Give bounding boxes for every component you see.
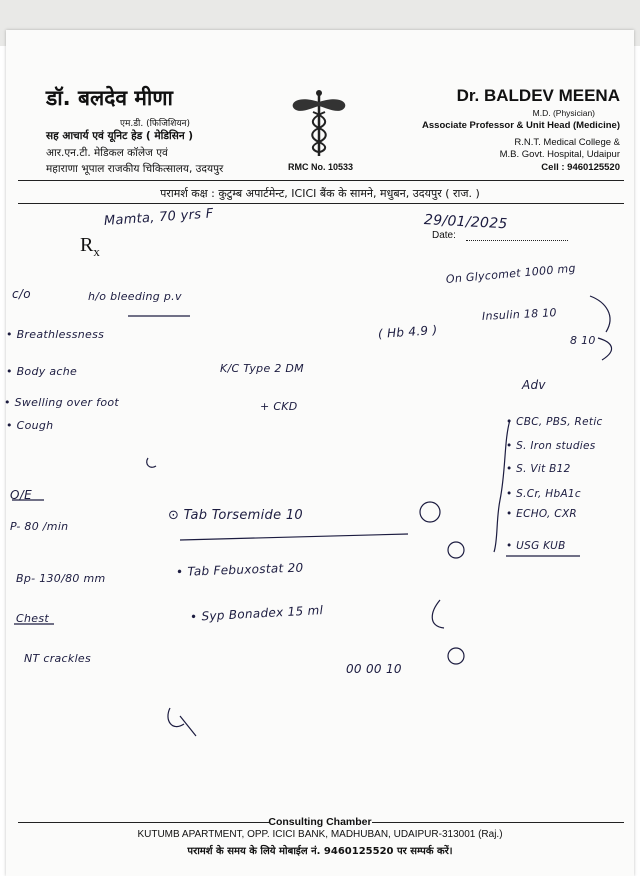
history-note: h/o bleeding p.v <box>88 290 182 303</box>
current-medication: On Glycomet 1000 mg <box>445 261 577 286</box>
rx-symbol: $R_x$ <box>80 234 100 259</box>
doctor-name-english: Dr. BALDEV MEENA <box>456 86 620 105</box>
advice-item: • ECHO, CXR <box>506 508 578 520</box>
current-medication: Insulin 18 10 <box>481 306 558 323</box>
rmc-number: RMC No. 10533 <box>288 162 354 172</box>
advice-item: • USG KUB <box>506 540 566 552</box>
complaint-item: • Breathlessness <box>6 328 105 341</box>
advice-item: • S. Iron studies <box>506 440 596 452</box>
designation-english: Associate Professor & Unit Head (Medicine) <box>422 120 620 131</box>
advice-item: • S.Cr, HbA1c <box>506 488 581 500</box>
doctor-degree-english: M.D. (Physician) <box>532 108 595 118</box>
footer-address: KUTUMB APARTMENT, OPP. ICICI BANK, MADHUBAN, UDAIPUR-313001 (Raj.) <box>137 829 503 840</box>
complaint-item: • Body ache <box>6 365 78 378</box>
hemoglobin-note: ( Hb 4.9 ) <box>377 322 438 341</box>
complaint-item: • Cough <box>6 419 54 432</box>
chest-finding: NT crackles <box>24 652 92 665</box>
college-english: R.N.T. Medical College & <box>514 137 620 148</box>
dose-circle <box>448 542 464 558</box>
known-case-note: + CKD <box>260 400 298 413</box>
signature-mark <box>168 708 196 736</box>
hospital-hindi: महाराणा भूपाल राजकीय चिकित्सालय, उदयपुर <box>46 163 224 175</box>
pulse-note: P- 80 /min <box>10 520 69 533</box>
complaints-heading: c/o <box>12 287 31 301</box>
tick-mark <box>590 296 610 332</box>
hospital-english: M.B. Govt. Hospital, Udaipur <box>499 149 620 160</box>
date-label: Date: <box>432 230 456 241</box>
consultation-address: परामर्श कक्ष : कुटुम्ब अपार्टमेन्ट, ICICI बैंक के सामने, मधुबन, उदयपुर ( राज. ) <box>160 187 480 200</box>
doctor-name-hindi: डॉ. बलदेव मीणा <box>46 86 173 110</box>
bp-note: Bp- 130/80 mm <box>16 572 106 585</box>
advice-item: • S. Vit B12 <box>506 463 571 475</box>
footer-title: Consulting Chamber <box>268 816 372 828</box>
patient-details: Mamta, 70 yrs F <box>103 206 215 229</box>
dose-circle <box>448 648 464 664</box>
medication-dosage: 00 00 10 <box>346 662 402 676</box>
cell-number: Cell : 9460125520 <box>541 162 620 173</box>
medication-line: • Tab Febuxostat 20 <box>175 560 304 579</box>
designation-hindi: सह आचार्य एवं यूनिट हेड ( मेडिसिन ) <box>46 130 194 142</box>
college-hindi: आर.एन.टी. मेडिकल कॉलेज एवं <box>46 147 168 159</box>
advice-item: • CBC, PBS, Retic <box>506 416 603 428</box>
chest-heading: Chest <box>16 612 49 625</box>
complaint-item: • Swelling over foot <box>4 396 120 409</box>
doctor-degree-hindi: एम.डी. (फिजिशियन) <box>120 119 191 129</box>
known-case-note: K/C Type 2 DM <box>220 362 304 375</box>
current-medication: 8 10 <box>570 334 596 347</box>
tick-mark <box>147 458 156 467</box>
medication-line: • Syp Bonadex 15 ml <box>189 603 324 624</box>
tick-mark <box>432 600 444 628</box>
handwritten-date: 29/01/2025 <box>423 212 509 233</box>
examination-heading: O/E <box>10 488 32 502</box>
tick-mark <box>598 338 612 360</box>
footer-contact-hindi: परामर्श के समय के लिये मोबाईल नं. 9460125520 पर सम्पर्क करें। <box>187 846 453 857</box>
dose-circle <box>420 502 440 522</box>
advice-heading: Adv <box>522 378 546 392</box>
underline-mark <box>180 534 408 540</box>
advice-bracket <box>494 420 510 552</box>
medication-line: ⊙ Tab Torsemide 10 <box>168 508 303 523</box>
